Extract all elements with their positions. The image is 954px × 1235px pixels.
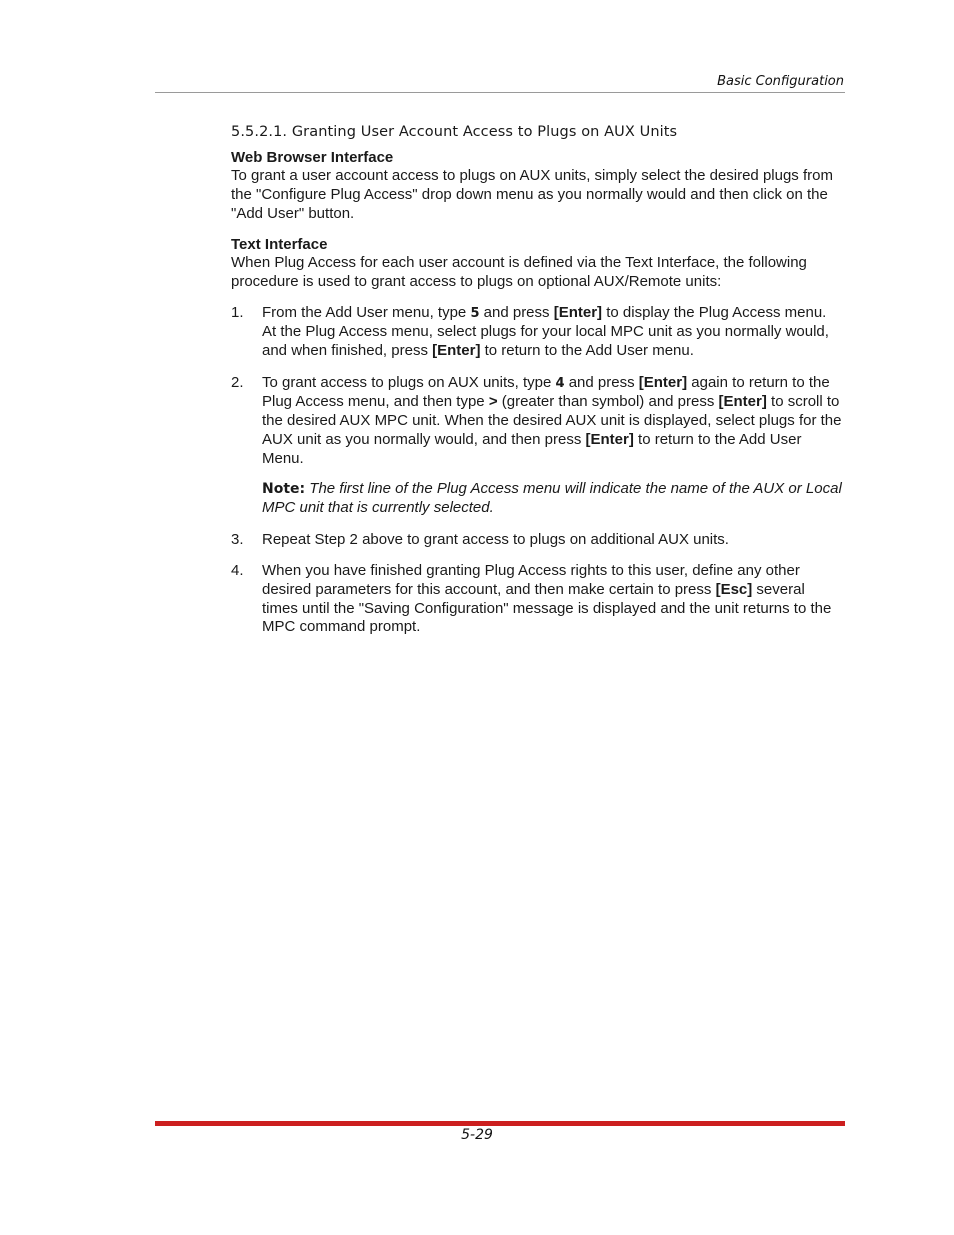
key-enter: [Enter] (718, 393, 767, 411)
step-text: and press (479, 303, 554, 321)
step-text: Repeat Step 2 above to grant access to plugs on additional AUX units. (262, 530, 729, 548)
step-text: From the Add User menu, type (262, 303, 471, 321)
step-1 (231, 304, 843, 361)
step-4 (231, 562, 843, 637)
step-text: to return to the Add User Menu. (262, 430, 802, 467)
text-interface-heading: Text Interface (231, 235, 328, 253)
procedure-list (231, 304, 843, 638)
web-interface-block (231, 149, 843, 224)
page-number: 5-29 (461, 1127, 493, 1143)
key-enter: [Enter] (553, 303, 603, 321)
section-heading: 5.5.2.1. Granting User Account Access to Plugs on AUX Units (231, 124, 678, 140)
step-text: to return to the Add User menu. (480, 342, 694, 360)
key-esc: [Esc] (715, 581, 753, 599)
page-content (231, 123, 843, 650)
step-number: 4. (231, 562, 244, 580)
text-interface-block (231, 236, 843, 292)
step-text: To grant access to plugs on AUX units, type (262, 373, 556, 391)
key-4: 4 (555, 375, 565, 391)
key-enter: [Enter] (585, 430, 634, 448)
header-divider (155, 92, 845, 93)
step-text: When you have finished granting Plug Access rights to this user, define any other desired parameters for this account, and then make certain to press (262, 562, 800, 599)
step-text: several times until the "Saving Configuration" message is displayed and the unit returns to the MPC command prompt. (262, 581, 832, 636)
key-5: 5 (470, 305, 480, 321)
step-number: 1. (231, 303, 244, 321)
text-interface-text: When Plug Access for each user account is defined via the Text Interface, the following procedure is used to grant access to plugs on optional AUX/Remote units: (231, 254, 807, 290)
note (262, 480, 843, 517)
step-text: to display the Plug Access menu. At the Plug Access menu, select plugs for your local MPC unit as you normally would, and when finished, press (262, 303, 829, 360)
web-interface-text: To grant a user account access to plugs on AUX units, simply select the desired plugs from the "Configure Plug Access" drop down menu as you normally would and then click on the "Add User" button. (231, 167, 833, 222)
note-text: The first line of the Plug Access menu will indicate the name of the AUX or Local MPC unit that is currently selected. (262, 480, 842, 516)
running-header: Basic Configuration (717, 74, 844, 89)
note-label: Note: (262, 481, 306, 498)
key-enter: [Enter] (638, 373, 688, 391)
step-3 (231, 531, 843, 550)
step-number: 2. (231, 373, 244, 391)
key-greater-than: > (488, 393, 498, 411)
footer-divider (155, 1121, 845, 1126)
step-text: and press (564, 373, 639, 391)
key-enter: [Enter] (432, 342, 481, 360)
web-interface-heading: Web Browser Interface (231, 148, 394, 166)
step-text: to scroll to the desired AUX MPC unit. When the desired AUX unit is displayed, select plugs for the AUX unit as you normally would, and then press (262, 393, 842, 448)
step-text: again to return to the Plug Access menu, and then type (262, 373, 830, 411)
step-2 (231, 374, 843, 518)
step-number: 3. (231, 530, 244, 548)
step-text: (greater than symbol) and press (497, 393, 719, 411)
